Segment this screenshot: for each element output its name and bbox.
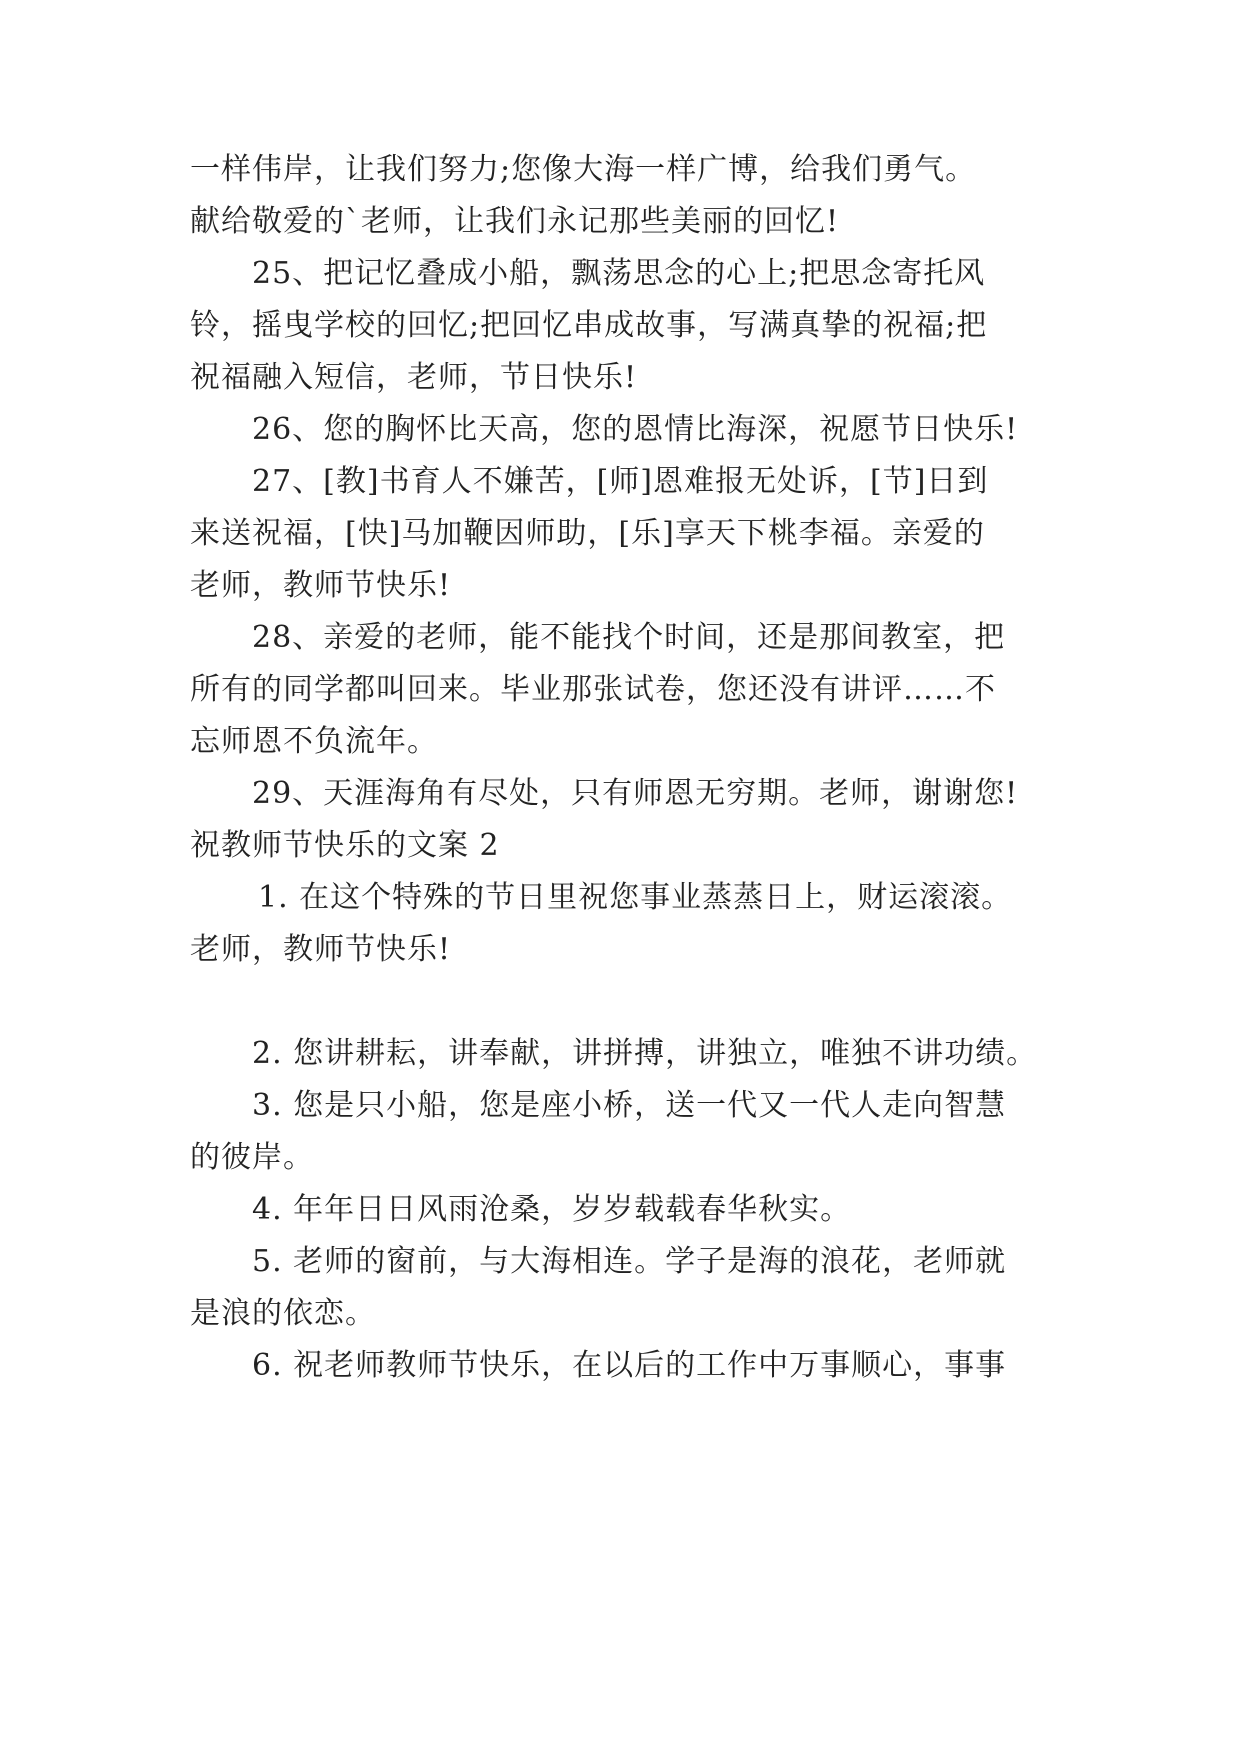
text-line: 献给敬爱的`老师，让我们永记那些美丽的回忆! xyxy=(190,204,840,239)
text-line: 的彼岸。 xyxy=(190,1140,314,1175)
text-line: 忘师恩不负流年。 xyxy=(190,724,438,759)
item-4-line-1: 4. 年年日日风雨沧桑，岁岁载载春华秋实。 xyxy=(252,1192,852,1227)
paragraph-26-line-1: 26、您的胸怀比天高，您的恩情比海深，祝愿节日快乐! xyxy=(252,412,1019,447)
text-line: 一样伟岸，让我们努力;您像大海一样广博，给我们勇气。 xyxy=(190,152,977,187)
paragraph-29-line-1: 29、天涯海角有尽处，只有师恩无穷期。老师，谢谢您! xyxy=(252,776,1019,811)
text-line: 老师，教师节快乐! xyxy=(190,568,452,603)
text-line: 来送祝福，[快]马加鞭因师助，[乐]享天下桃李福。亲爱的 xyxy=(190,516,985,551)
text-line: 祝福融入短信，老师，节日快乐! xyxy=(190,360,638,395)
paragraph-25-line-1: 25、把记忆叠成小船，飘荡思念的心上;把思念寄托风 xyxy=(252,256,986,291)
item-1-line-1: 1. 在这个特殊的节日里祝您事业蒸蒸日上，财运滚滚。 xyxy=(258,880,1013,915)
item-2-line-1: 2. 您讲耕耘，讲奉献，讲拼搏，讲独立，唯独不讲功绩。 xyxy=(252,1036,1038,1071)
paragraph-27-line-1: 27、[教]书育人不嫌苦，[师]恩难报无处诉，[节]日到 xyxy=(252,464,989,499)
text-line: 老师，教师节快乐! xyxy=(190,932,452,967)
item-3-line-1: 3. 您是只小船，您是座小桥，送一代又一代人走向智慧 xyxy=(252,1088,1007,1123)
item-6-line-1: 6. 祝老师教师节快乐，在以后的工作中万事顺心，事事 xyxy=(252,1348,1007,1383)
paragraph-28-line-1: 28、亲爱的老师，能不能找个时间，还是那间教室，把 xyxy=(252,620,1006,655)
text-line: 所有的同学都叫回来。毕业那张试卷，您还没有讲评……不 xyxy=(190,672,996,707)
text-line: 铃，摇曳学校的回忆;把回忆串成故事，写满真挚的祝福;把 xyxy=(190,308,988,343)
section-heading: 祝教师节快乐的文案 2 xyxy=(190,828,500,863)
text-line: 是浪的依恋。 xyxy=(190,1296,376,1331)
item-5-line-1: 5. 老师的窗前，与大海相连。学子是海的浪花，老师就 xyxy=(252,1244,1007,1279)
